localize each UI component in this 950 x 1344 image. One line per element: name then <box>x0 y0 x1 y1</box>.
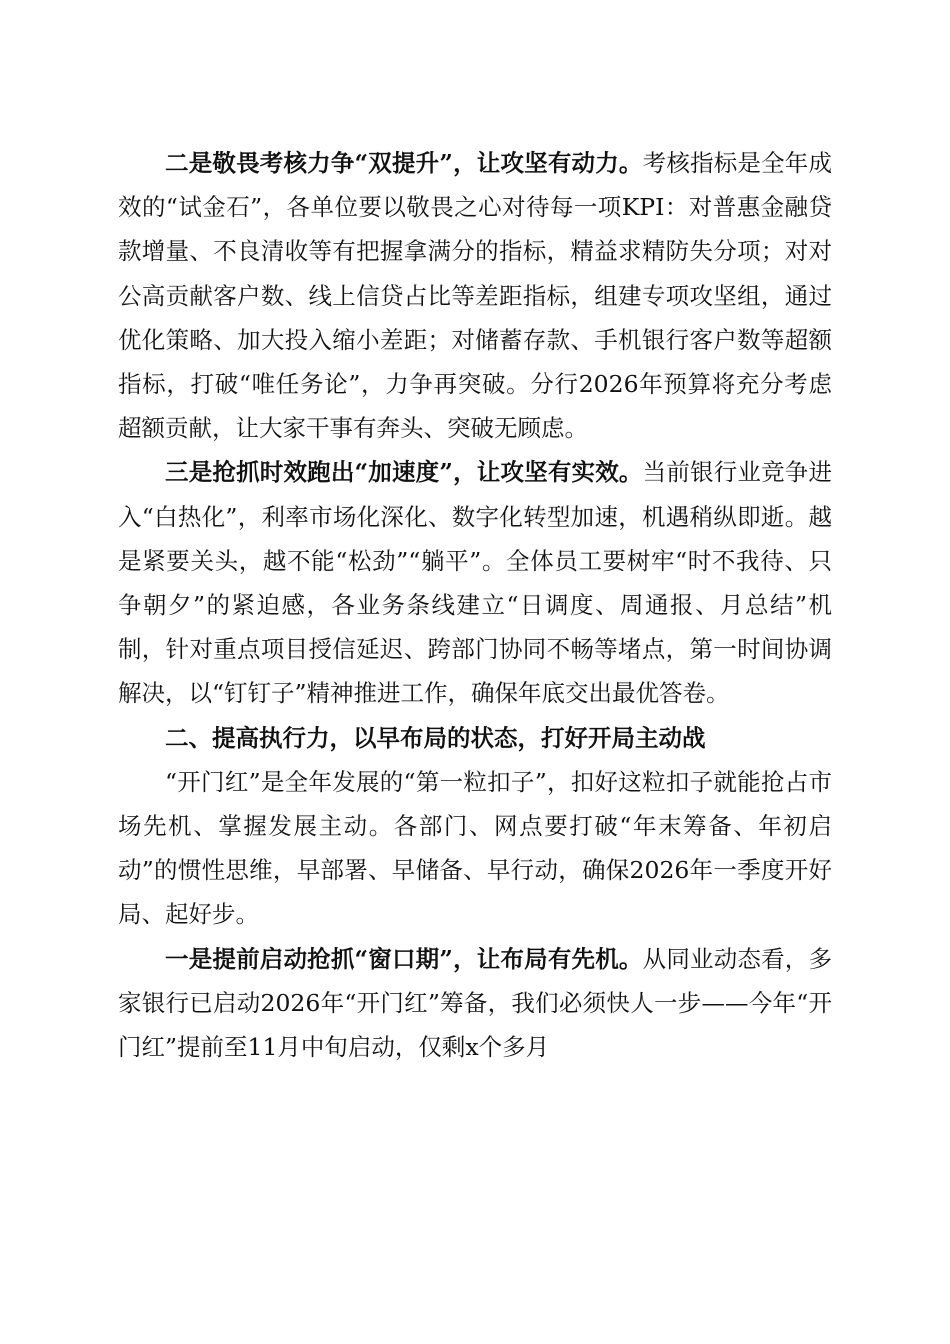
paragraph-assessment <box>118 141 832 450</box>
paragraph-intro: “开门红”是全年发展的“第一粒扣子”，扣好这粒扣子就能抢占市场先机、掌握发展主动。各部门、网点要打破“年末筹备、年初启动”的惯性思维，早部署、早储备、早行动，确保2026年一季度开好局、起好步。 <box>118 767 832 929</box>
paragraph-lead: 二是敬畏考核力争“双提升”，让攻坚有动力。 <box>165 149 643 177</box>
paragraph-text: 当前银行业竞争进入“白热化”，利率市场化深化、数字化转型加速，机遇稍纵即逝。越是紧要关头，越不能“松劲”“躺平”。全体员工要树牢“时不我待、只争朝夕”的紧迫感，各业务条线建立“日调度、周通报、月总结”机制，针对重点项目授信延迟、跨部门协同不畅等堵点，第一时间协调解决，以“钉钉子”精神推进工作，确保年底交出最优答卷。 <box>118 458 832 708</box>
paragraph-lead: 一是提前启动抢抓“窗口期”，让布局有先机。 <box>165 944 643 973</box>
paragraph-lead: 三是抢抓时效跑出“加速度”，让攻坚有实效。 <box>165 458 643 487</box>
paragraph-text: 从同业动态看，多家银行已启动2026年“开门红”筹备，我们必须快人一步——今年“开门红”提前至11月中旬启动，仅剩x个多月 <box>118 944 832 1062</box>
section-heading: 二、提高执行力，以早布局的状态，打好开局主动战 <box>165 723 706 752</box>
document-body <box>118 141 832 1069</box>
paragraph-efficiency <box>118 450 832 715</box>
paragraph-text: 考核指标是全年成效的“试金石”，各单位要以敬畏之心对待每一项KPI：对普惠金融贷款增量、不良清收等有把握拿满分的指标，精益求精防失分项；对对公高贡献客户数、线上信贷占比等差距指标，组建专项攻坚组，通过优化策略、加大投入缩小差距；对储蓄存款、手机银行客户数等超额指标，打破“唯任务论”，力争再突破。分行2026年预算将充分考虑超额贡献，让大家干事有奔头、突破无顾虑。 <box>118 149 832 443</box>
paragraph-window-period <box>118 937 832 1070</box>
